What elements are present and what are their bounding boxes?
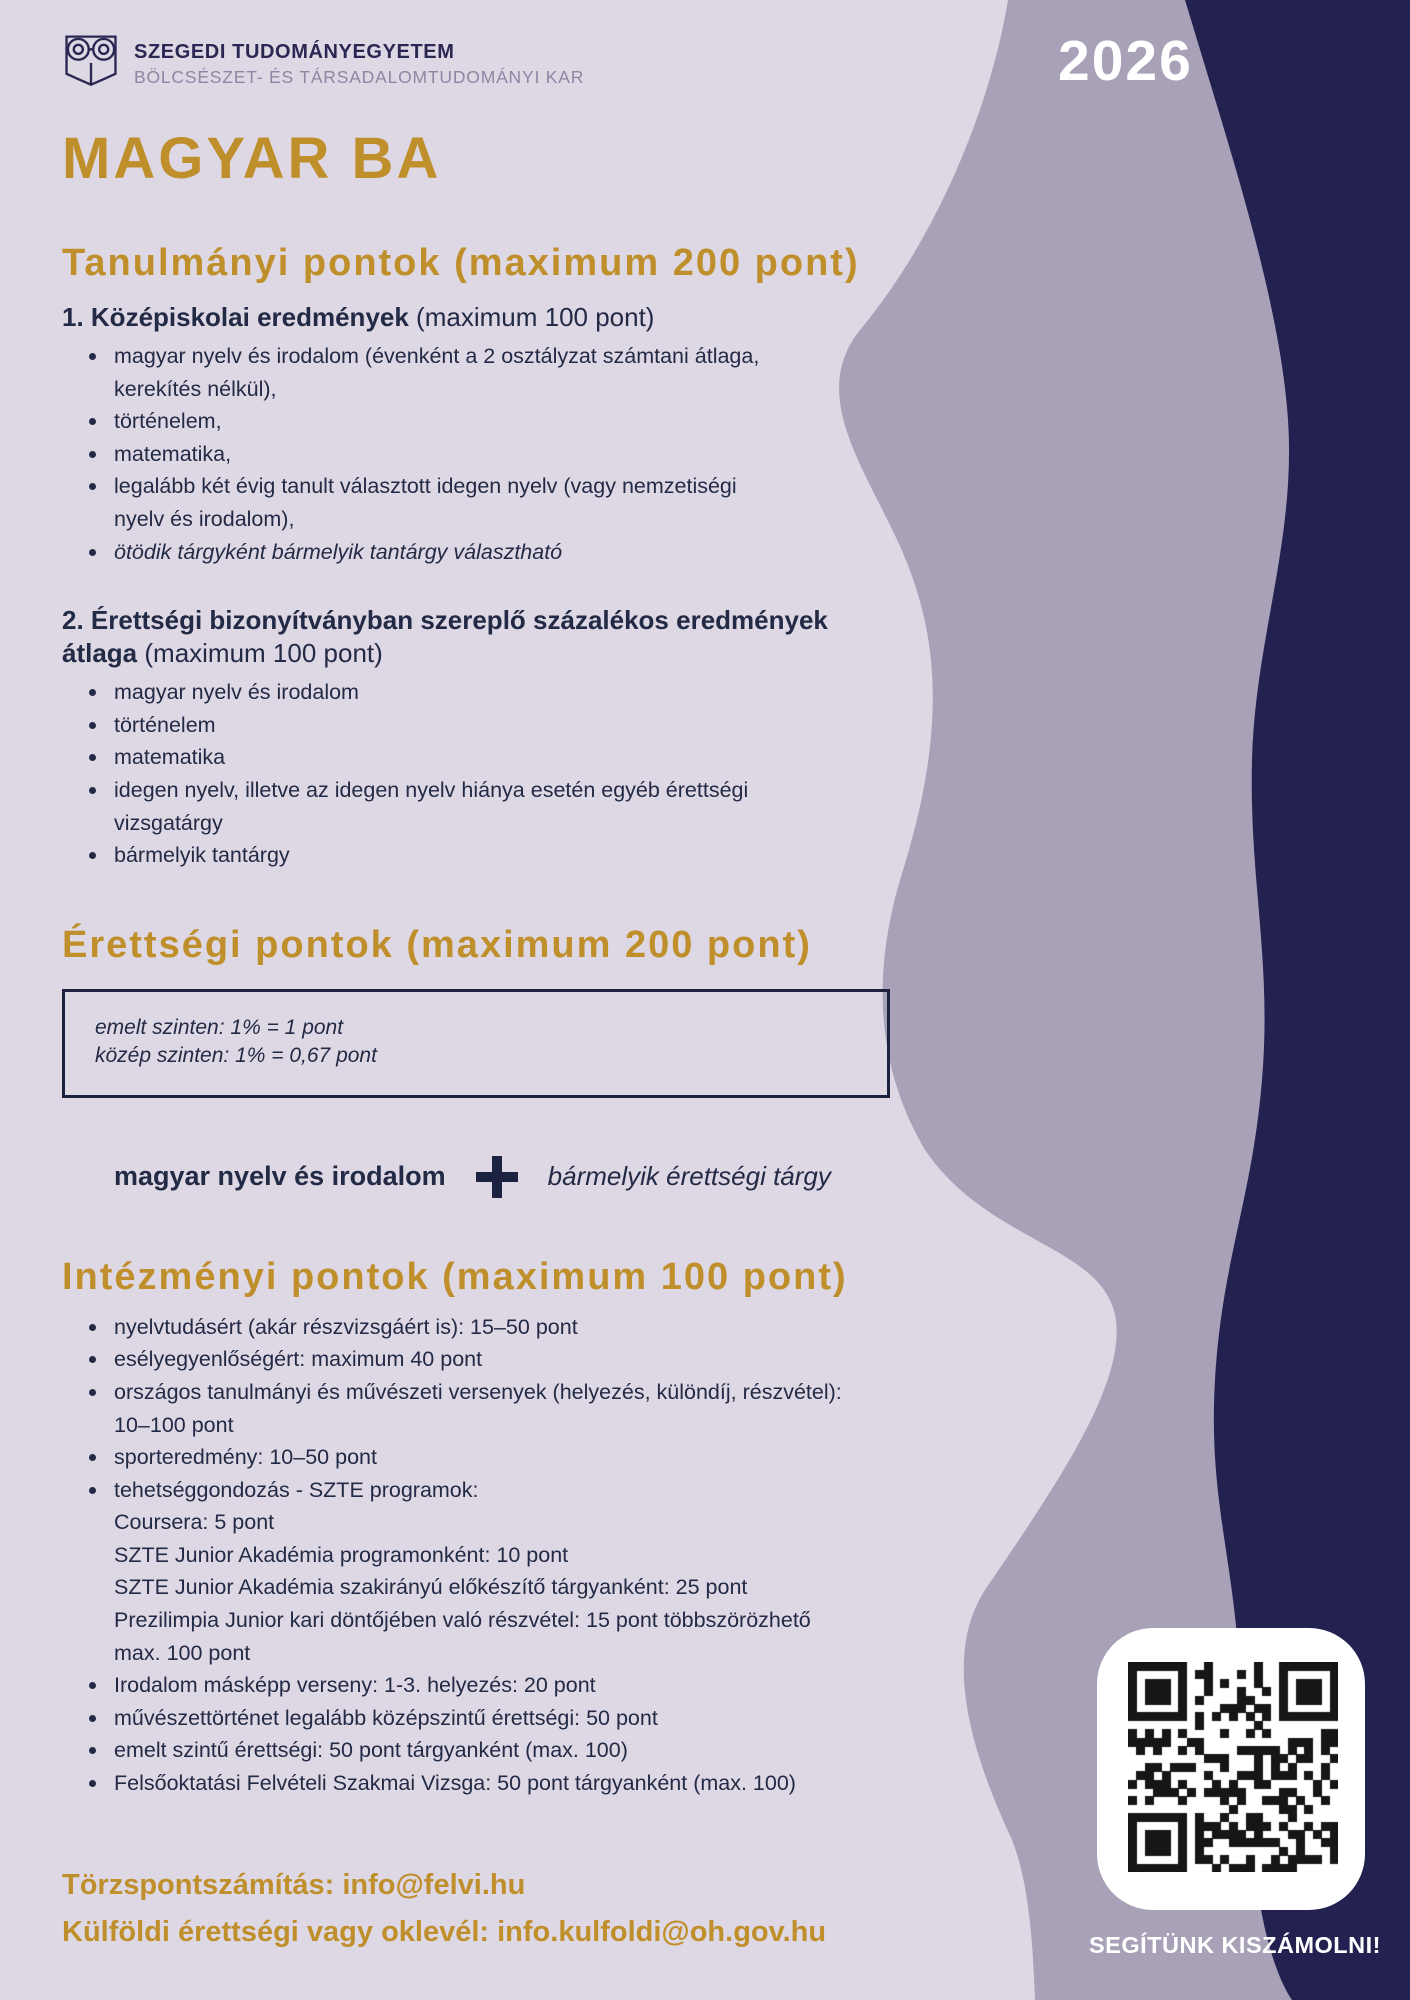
subsection-erettsegi-atlag-line2: átlaga: [62, 638, 138, 669]
list-item: történelem,: [62, 405, 912, 438]
list-continuation-line: Prezilimpia Junior kari döntőjében való részvétel: 15 pont többszörözhető: [114, 1608, 811, 1633]
subsection-kozepiskolai-bold: 1. Középiskolai eredmények: [62, 302, 409, 332]
qr-card: [1097, 1628, 1365, 1910]
faculty-name: BÖLCSÉSZET- ÉS TÁRSADALOMTUDOMÁNYI KAR: [134, 67, 585, 87]
list-item: történelem: [62, 709, 912, 742]
points-conversion-box: [62, 989, 890, 1098]
list-item: magyar nyelv és irodalom: [62, 676, 912, 709]
erettsegi-atlag-bullet-list: [62, 676, 912, 872]
list-item: magyar nyelv és irodalom (évenként a 2 osztályzat számtani átlaga,: [62, 340, 912, 373]
owl-logo-icon: [62, 30, 120, 99]
section-heading-erettsegi-pontok: Érettségi pontok (maximum 200 pont): [62, 923, 812, 966]
list-continuation-line: nyelv és irodalom),: [114, 506, 295, 531]
list-continuation-line: SZTE Junior Akadémia programonként: 10 pont: [114, 1542, 569, 1567]
list-continuation-line: Coursera: 5 pont: [114, 1510, 275, 1535]
list-item: Irodalom másképp verseny: 1-3. helyezés: 20 pont: [62, 1669, 912, 1702]
university-name: SZEGEDI TUDOMÁNYEGYETEM: [134, 41, 455, 63]
plus-icon: [474, 1154, 520, 1200]
list-item: legalább két évig tanult választott idegen nyelv (vagy nemzetiségi: [62, 470, 912, 503]
contact-footer: [62, 1862, 912, 1956]
list-continuation-line: SZTE Junior Akadémia szakirányú előkészítő tárgyanként: 25 pont: [114, 1575, 748, 1600]
list-item: idegen nyelv, illetve az idegen nyelv hiánya esetén egyéb érettségi: [62, 774, 912, 807]
list-item: emelt szintű érettségi: 50 pont tárgyanként (max. 100): [62, 1734, 912, 1767]
subsection-kozepiskolai: [62, 301, 912, 334]
kozepiskolai-bullet-list: [62, 340, 912, 568]
subsection-erettsegi-atlag: [62, 604, 912, 670]
conversion-kozep: közép szinten: 1% = 0,67 pont: [95, 1044, 377, 1068]
section-heading-tanulmanyi: Tanulmányi pontok (maximum 200 pont): [62, 242, 860, 284]
contact-torzspont: Törzspontszámítás: info@felvi.hu: [62, 1868, 526, 1901]
university-logo: [62, 30, 912, 99]
qr-caption: SEGÍTÜNK KISZÁMOLNI!: [1089, 1932, 1381, 1958]
list-item: sporteredmény: 10–50 pont: [62, 1441, 912, 1474]
subsection-erettsegi-atlag-line1: 2. Érettségi bizonyítványban szereplő százalékos eredmények: [62, 605, 828, 636]
subsection-kozepiskolai-max: (maximum 100 pont): [408, 302, 655, 332]
list-item: tehetséggondozás - SZTE programok:: [62, 1474, 912, 1507]
list-item: művészettörténet legalább középszintű érettségi: 50 pont: [62, 1702, 912, 1735]
list-item: országos tanulmányi és művészeti versenyek (helyezés, különdíj, részvétel):: [62, 1376, 912, 1409]
section-heading-intezmenyi: Intézményi pontok (maximum 100 pont): [62, 1255, 848, 1298]
qr-code: [1128, 1662, 1338, 1872]
list-item: ötödik tárgyként bármelyik tantárgy választható: [62, 536, 912, 569]
list-item: bármelyik tantárgy: [62, 839, 912, 872]
list-continuation-line: 10–100 pont: [114, 1412, 234, 1437]
contact-kulfoldi: Külföldi érettségi vagy oklevél: info.kulfoldi@oh.gov.hu: [62, 1915, 827, 1948]
list-item: matematika,: [62, 438, 912, 471]
list-item: matematika: [62, 741, 912, 774]
subject-formula: [114, 1154, 912, 1200]
list-continuation-line: vizsgatárgy: [114, 810, 223, 835]
intezmenyi-bullet-list: [62, 1311, 912, 1800]
list-item: Felsőoktatási Felvételi Szakmai Vizsga: 50 pont tárgyanként (max. 100): [62, 1767, 912, 1800]
subsection-erettsegi-atlag-max: (maximum 100 pont): [137, 638, 383, 669]
list-item: esélyegyenlőségért: maximum 40 pont: [62, 1343, 912, 1376]
formula-right-subject: bármelyik érettségi tárgy: [547, 1161, 831, 1192]
year-badge: 2026: [1058, 29, 1193, 93]
formula-left-subject: magyar nyelv és irodalom: [114, 1161, 446, 1192]
list-continuation-line: kerekítés nélkül),: [114, 376, 277, 401]
page-title: MAGYAR BA: [62, 126, 442, 191]
list-item: nyelvtudásért (akár részvizsgáért is): 15–50 pont: [62, 1311, 912, 1344]
conversion-emelt: emelt szinten: 1% = 1 pont: [95, 1015, 344, 1039]
list-continuation-line: max. 100 pont: [114, 1640, 251, 1665]
